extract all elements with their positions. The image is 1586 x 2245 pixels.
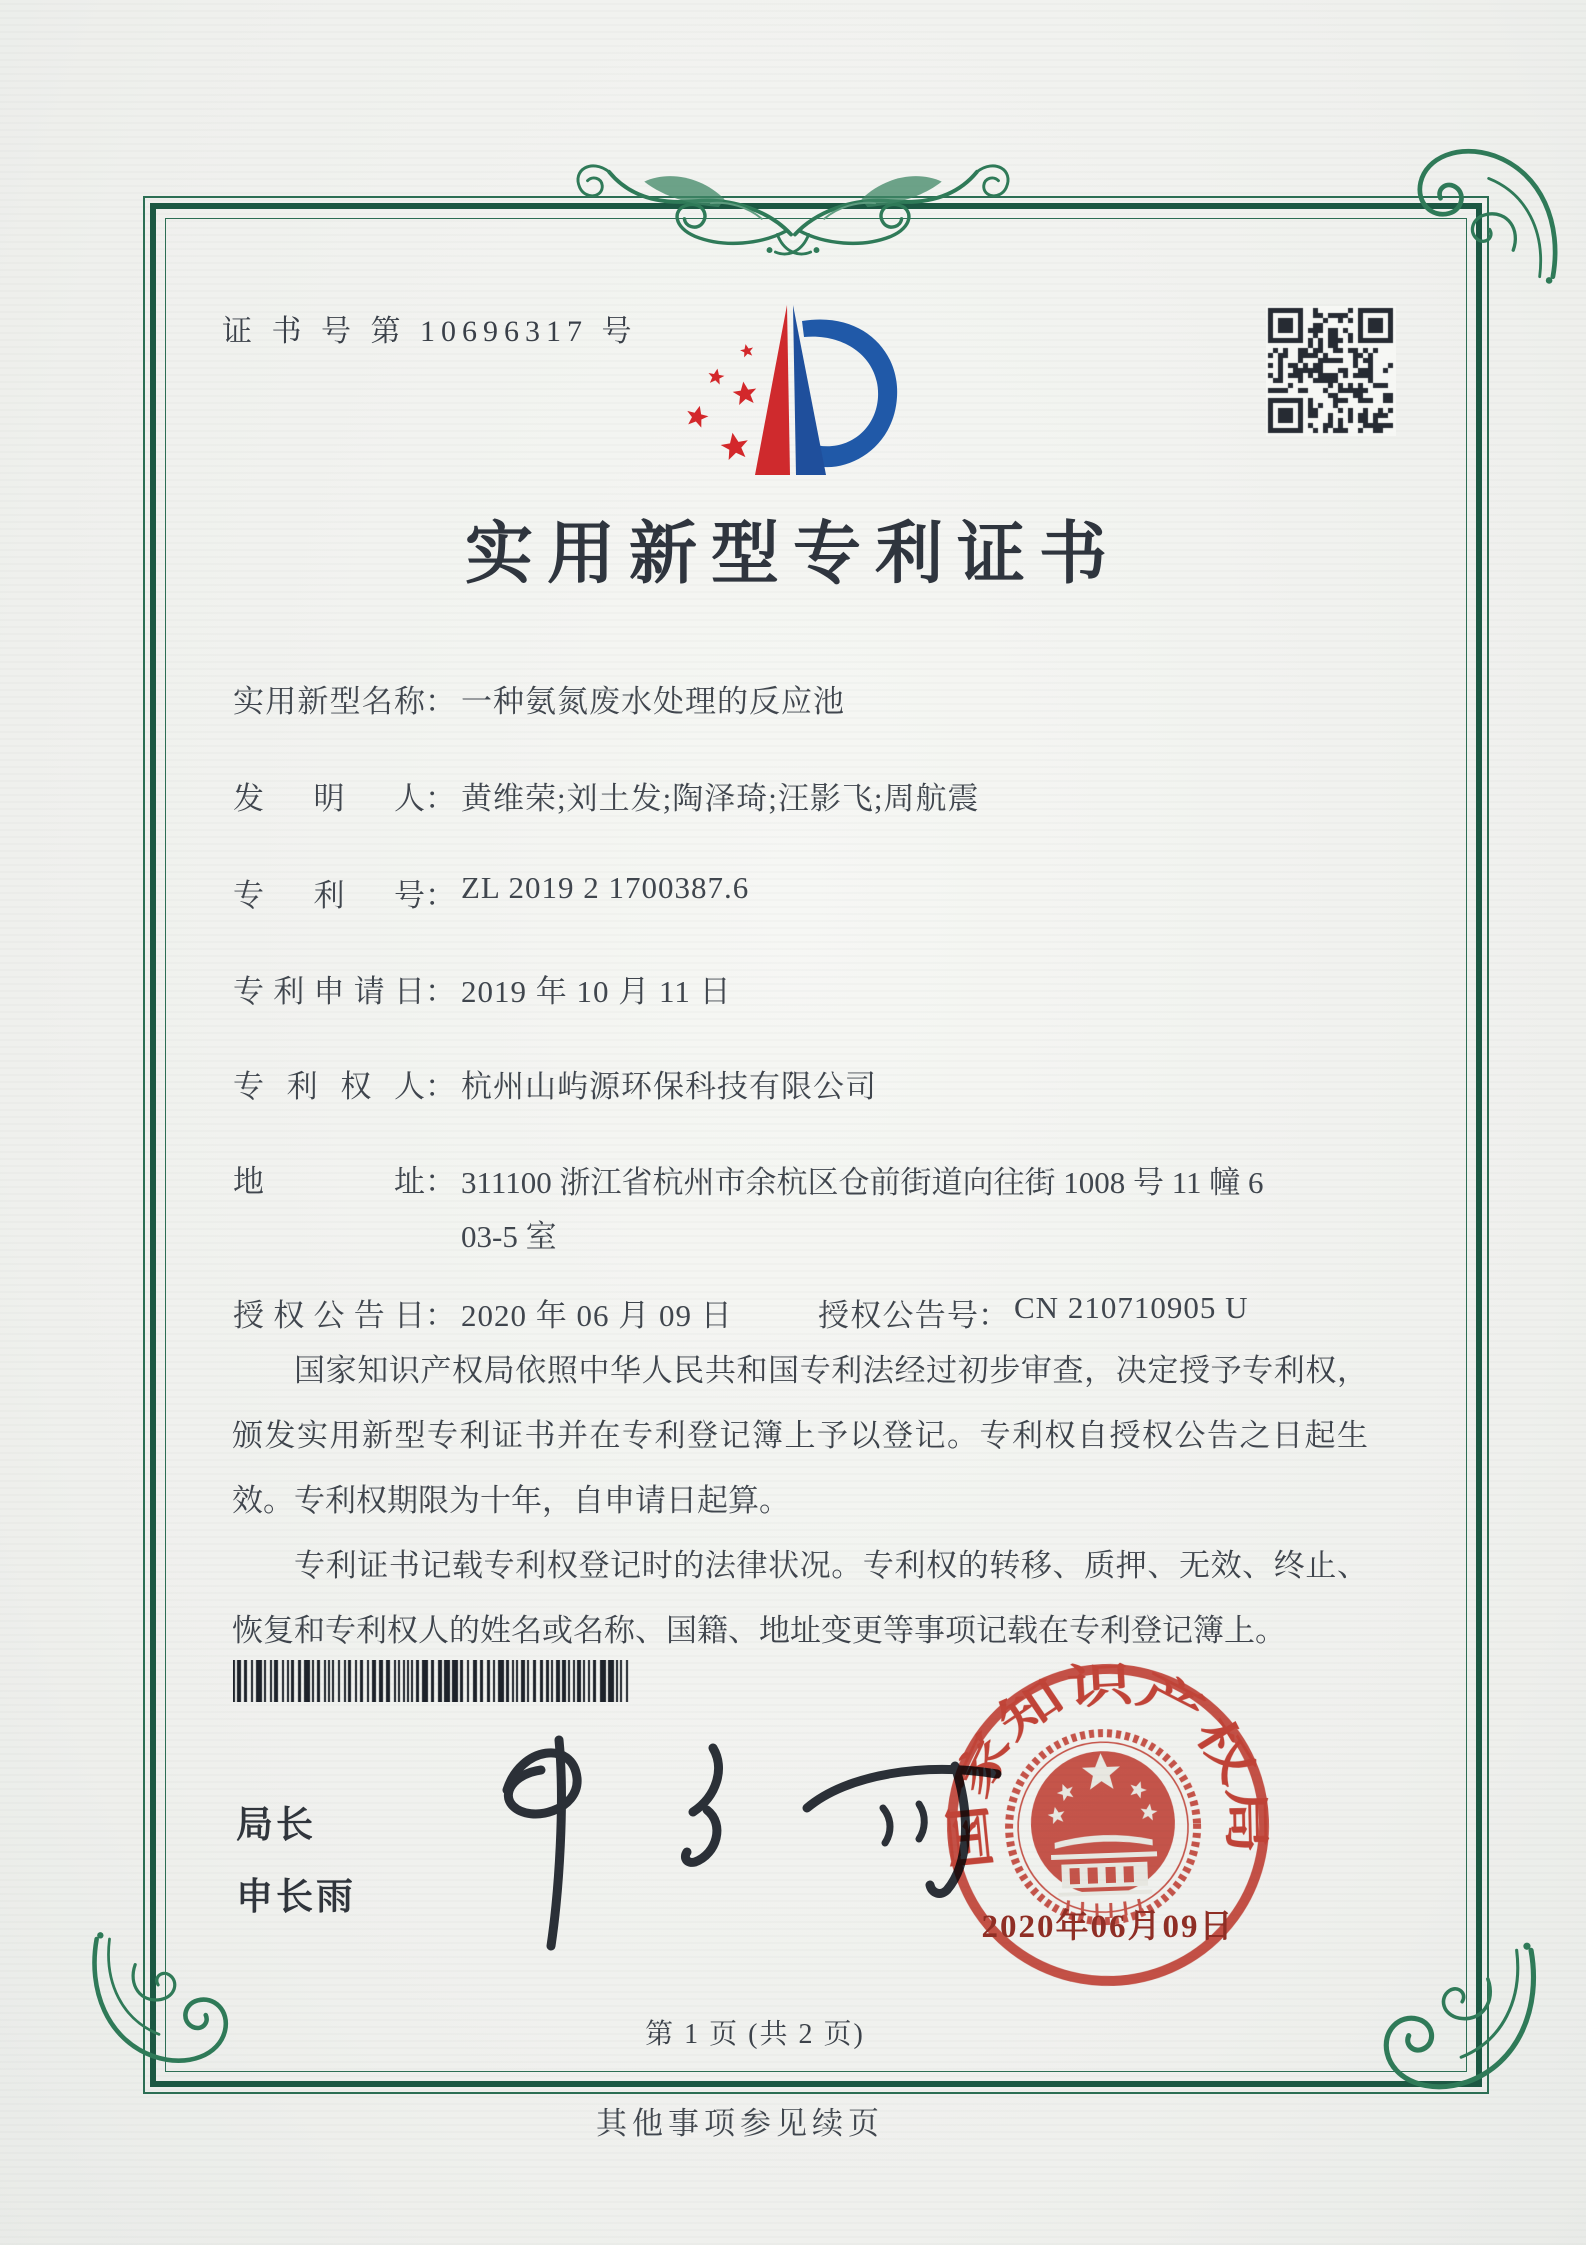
field-row-patent-number bbox=[233, 870, 749, 915]
qr-code bbox=[1266, 306, 1396, 436]
legal-paragraph-1: 国家知识产权局依照中华人民共和国专利法经过初步审查，决定授予专利权，颁发实用新型专利证书并在专利登记簿上予以登记。专利权自授权公告之日起生效。专利权期限为十年，自申请日起算。 bbox=[232, 1353, 1368, 1518]
top-right-corner-flourish bbox=[1398, 118, 1568, 288]
field-colon: ： bbox=[425, 974, 456, 1009]
field-label: 专利权人 bbox=[233, 1069, 425, 1104]
field-colon: ： bbox=[425, 1069, 456, 1104]
field-value: 2019 年 10 月 11 日 bbox=[461, 974, 732, 1009]
field-value bbox=[461, 1156, 1321, 1264]
field-value: CN 210710905 U bbox=[1014, 1290, 1249, 1325]
top-center-flourish bbox=[568, 135, 1018, 285]
field-label: 地址 bbox=[233, 1164, 425, 1199]
field-colon: ： bbox=[425, 1164, 456, 1199]
field-value: 杭州山屿源环保科技有限公司 bbox=[461, 1069, 877, 1104]
signatory-title: 局长 bbox=[236, 1804, 316, 1845]
barcode bbox=[233, 1660, 629, 1702]
field-label: 发明人 bbox=[233, 781, 425, 816]
field-row-grant bbox=[233, 1290, 1249, 1335]
field-label: 授权公告日 bbox=[233, 1298, 425, 1333]
address-line-2: 03-5 室 bbox=[461, 1219, 557, 1254]
field-value: 一种氨氮废水处理的反应池 bbox=[461, 684, 845, 719]
certificate-number: 证 书 号 第 10696317 号 bbox=[222, 315, 638, 348]
seal-agency-text: 国家知识产权局 bbox=[944, 1659, 1272, 1873]
signatory-name: 申长雨 bbox=[236, 1876, 356, 1917]
seal-date: 2020年06月09日 bbox=[981, 1909, 1235, 1945]
cnipa-patent-logo bbox=[676, 290, 902, 488]
field-label: 授权公告号 bbox=[818, 1298, 978, 1333]
field-pair-grant-number bbox=[818, 1290, 1248, 1335]
field-colon: ： bbox=[425, 878, 456, 913]
field-value: ZL 2019 2 1700387.6 bbox=[461, 870, 750, 905]
field-colon: ： bbox=[425, 781, 456, 816]
field-value: 2020 年 06 月 09 日 bbox=[461, 1298, 733, 1333]
field-row-filing-date bbox=[233, 966, 732, 1011]
field-row-inventors bbox=[233, 773, 979, 818]
page-number: 第 1 页 (共 2 页) bbox=[645, 2019, 865, 2050]
legal-paragraph-2: 专利证书记载专利权登记时的法律状况。专利权的转移、质押、无效、终止、恢复和专利权人的姓名或名称、国籍、地址变更等事项记载在专利登记簿上。 bbox=[232, 1548, 1368, 1648]
certificate-title: 实用新型专利证书 bbox=[464, 516, 1121, 592]
legal-text bbox=[232, 1338, 1368, 1663]
field-row-patentee bbox=[233, 1061, 877, 1106]
field-value: 黄维荣;刘土发;陶泽琦;汪影飞;周航震 bbox=[461, 781, 980, 816]
field-row-utility-model-name bbox=[233, 676, 845, 721]
continuation-note: 其他事项参见续页 bbox=[596, 2106, 884, 2141]
field-row-address bbox=[233, 1156, 1321, 1264]
field-label: 专利号 bbox=[233, 878, 425, 913]
field-colon: ： bbox=[425, 1298, 456, 1333]
bottom-left-corner-flourish bbox=[82, 1928, 247, 2093]
field-label: 实用新型名称 bbox=[233, 684, 425, 719]
field-label: 专利申请日 bbox=[233, 974, 425, 1009]
field-colon: ： bbox=[978, 1298, 1009, 1333]
field-colon: ： bbox=[425, 684, 456, 719]
address-line-1: 311100 浙江省杭州市余杭区仓前街道向往街 1008 号 11 幢 6 bbox=[461, 1165, 1264, 1200]
official-red-seal bbox=[932, 1649, 1284, 2001]
